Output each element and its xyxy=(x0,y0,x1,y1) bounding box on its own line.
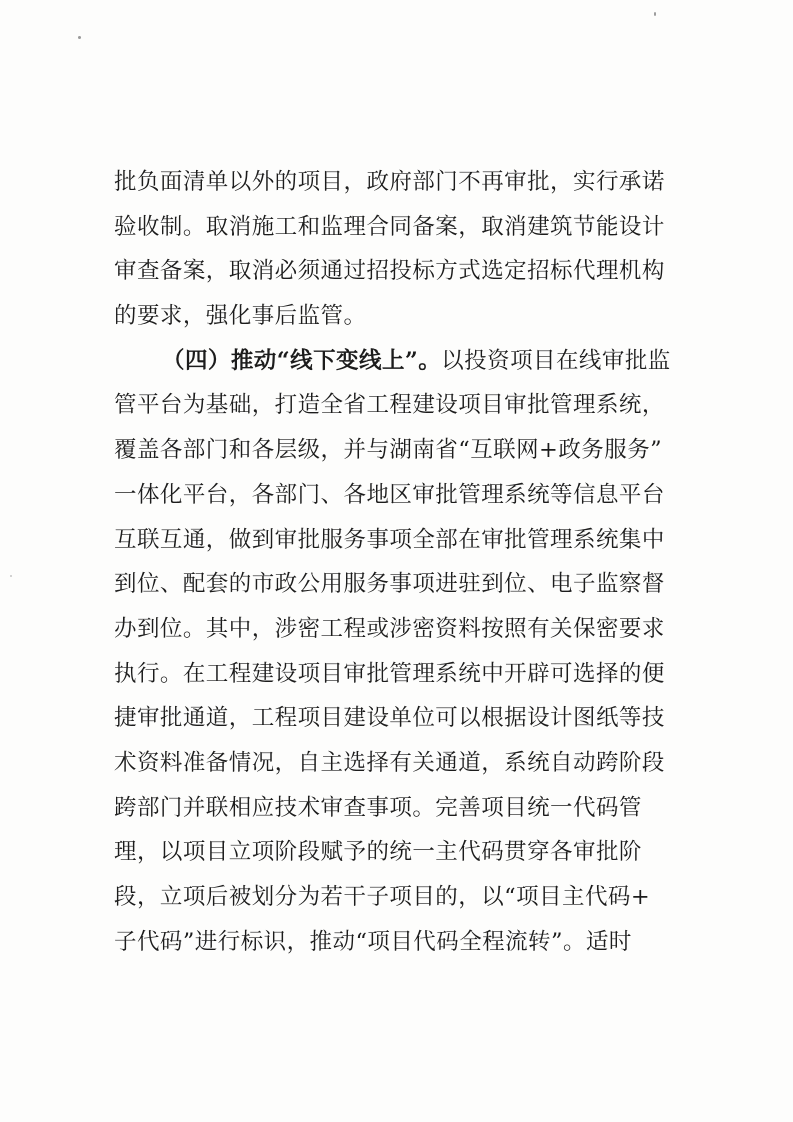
text-line: 覆盖各部门和各层级，并与湖南省“互联网+政务服务” xyxy=(114,437,663,464)
section-heading: （四）推动“线下变线上”。 xyxy=(162,347,442,374)
text-line: 到位、配套的市政公用服务事项进驻到位、电子监察督 xyxy=(114,571,665,598)
text-line: 理，以项目立项阶段赋予的统一主代码贯穿各审批阶 xyxy=(114,839,642,866)
document-body xyxy=(114,160,680,964)
text-line: 互联互通，做到审批服务事项全部在审批管理系统集中 xyxy=(114,526,665,553)
text-line: 验收制。取消施工和监理合同备案，取消建筑节能设计 xyxy=(114,213,665,240)
paragraph-1 xyxy=(114,160,680,339)
text-line: 术资料准备情况，自主选择有关通道，系统自动跨阶段 xyxy=(114,749,665,776)
text-line: 批负面清单以外的项目，政府部门不再审批，实行承诺 xyxy=(114,169,665,195)
text-line: 管平台为基础，打造全省工程建设项目审批管理系统， xyxy=(114,392,665,419)
text-line: 一体化平台，各部门、各地区审批管理系统等信息平台 xyxy=(114,481,665,508)
text-line: 段，立项后被划分为若干子项目的，以“项目主代码+ xyxy=(114,884,651,910)
scan-speck xyxy=(10,575,12,577)
scan-speck xyxy=(654,12,656,16)
text-fragment: 以投资项目在线审批监 xyxy=(441,347,671,374)
text-line: 审查备案，取消必须通过招投标方式选定招标代理机构 xyxy=(114,258,665,285)
text-line: 的要求，强化事后监管。 xyxy=(114,303,367,330)
text-line: 子代码”进行标识，推动“项目代码全程流转”。适时 xyxy=(114,928,632,955)
text-line: 跨部门并联相应技术审查事项。完善项目统一代码管 xyxy=(114,794,642,821)
text-line: 办到位。其中，涉密工程或涉密资料按照有关保密要求 xyxy=(114,615,665,642)
text-line: 捷审批通道，工程项目建设单位可以根据设计图纸等技 xyxy=(114,705,665,732)
text-line xyxy=(114,339,680,384)
text-line: 执行。在工程建设项目审批管理系统中开辟可选择的便 xyxy=(114,660,665,687)
paragraph-2 xyxy=(114,339,680,965)
scan-speck xyxy=(78,36,81,39)
